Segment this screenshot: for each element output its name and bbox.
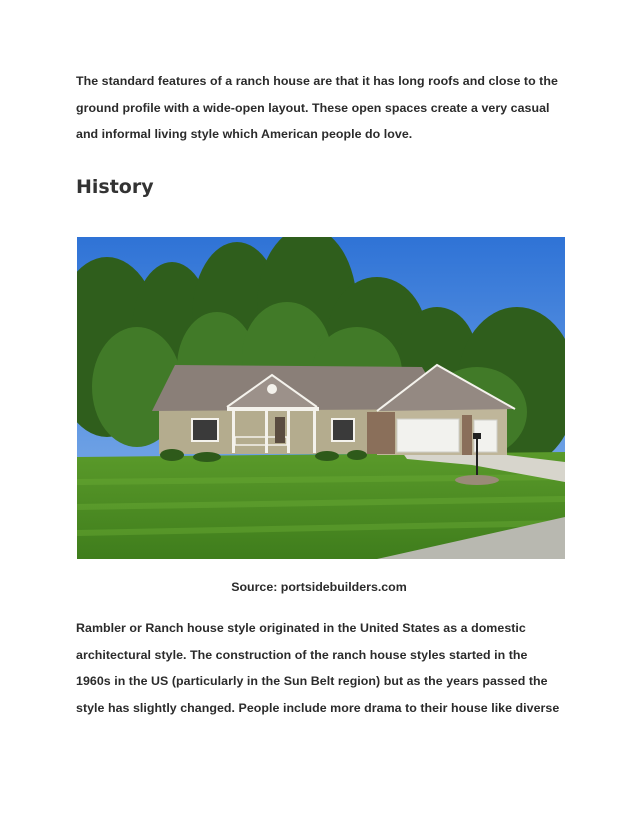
body-line: style has slightly changed. People include more drama to their house like diverse — [76, 700, 560, 715]
image-caption: Source: portsidebuilders.com — [231, 580, 407, 594]
intro-line: ground profile with a wide-open layout. These open spaces create a very casual — [76, 100, 550, 115]
section-heading: History — [76, 176, 154, 198]
intro-line: and informal living style which American people do love. — [76, 127, 413, 141]
body-line: architectural style. The construction of the ranch house styles started in the — [76, 647, 528, 662]
body-paragraph — [76, 615, 566, 721]
body-line: Rambler or Ranch house style originated in the United States as a domestic — [76, 621, 526, 635]
body-line: 1960s in the US (particularly in the Sun Belt region) but as the years passed the — [76, 674, 548, 688]
intro-paragraph — [76, 68, 566, 148]
ranch-house-photo — [77, 237, 565, 559]
intro-line: The standard features of a ranch house are that it has long roofs and close to the — [76, 74, 558, 88]
